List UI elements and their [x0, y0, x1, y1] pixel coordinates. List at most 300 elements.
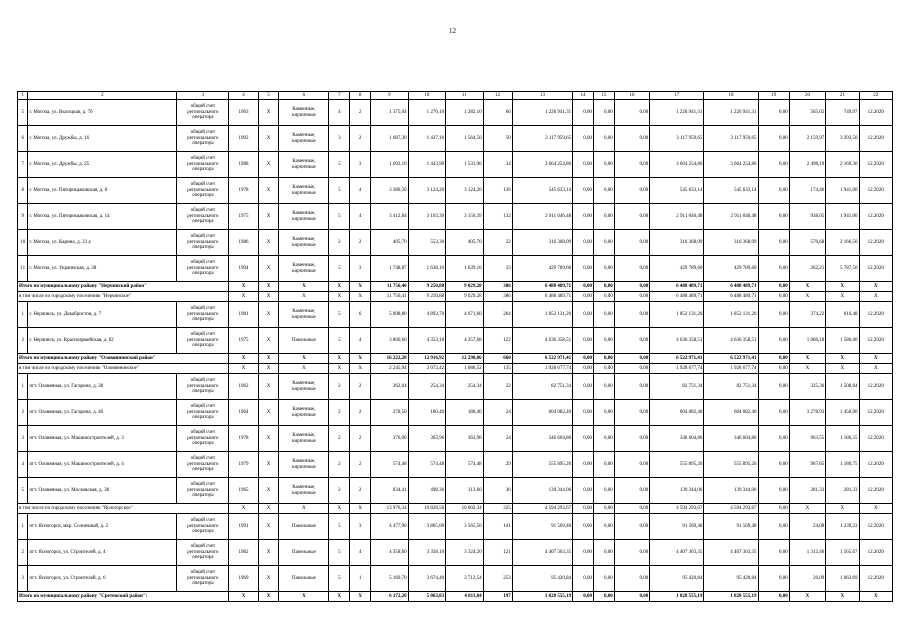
- table-cell-col-19: 0,00: [758, 256, 789, 282]
- table-cell-col-22: 12.2020: [859, 540, 892, 566]
- table-cell-col-19: 0,00: [758, 282, 789, 292]
- table-cell-col-11: 405,70: [446, 230, 484, 256]
- district-total-row: [18, 282, 893, 292]
- table-cell-col-8: Х: [350, 592, 371, 602]
- table-cell-col-13: 3 117 959,65: [512, 126, 572, 152]
- table-cell-col-20: 963,55: [789, 426, 825, 452]
- table-cell-col-3: общий счет регионального оператора: [177, 204, 229, 230]
- table-cell-col-12: 22: [483, 230, 512, 256]
- column-number-18: 18: [704, 92, 758, 100]
- table-cell-col-4: 1963: [229, 100, 258, 126]
- table-cell-col-22: 12.2020: [859, 426, 892, 452]
- subtotal-label: в том числе по городскому поселению "Оловяннинское": [18, 364, 229, 374]
- table-cell-col-4: 1991: [229, 514, 258, 540]
- column-number-7: 7: [329, 92, 350, 100]
- table-row: [18, 100, 893, 126]
- table-cell-col-7: 5: [329, 204, 350, 230]
- column-number-1: 1: [18, 92, 28, 100]
- table-cell-col-18: 555 895,26: [704, 452, 758, 478]
- table-cell-col-15: 0,00: [593, 328, 614, 354]
- table-cell-col-16: 0,00: [614, 256, 649, 282]
- table-cell-col-9: 1 748,87: [371, 256, 409, 282]
- table-cell-col-6: Панельные: [279, 540, 329, 566]
- table-cell-col-12: 132: [483, 204, 512, 230]
- table-cell-col-3: общий счет регионального оператора: [177, 514, 229, 540]
- table-row: [18, 126, 893, 152]
- table-cell-col-18: 6 488 489,71: [704, 282, 758, 292]
- table-cell-col-7: Х: [329, 504, 350, 514]
- table-body: [18, 92, 893, 602]
- table-cell-col-21: 1 186,55: [826, 426, 859, 452]
- column-number-5: 5: [258, 92, 279, 100]
- table-cell-col-4: 1969: [229, 566, 258, 592]
- table-cell-col-19: 0,00: [758, 100, 789, 126]
- district-total-row: [18, 592, 893, 602]
- table-cell-col-5: Х: [258, 540, 279, 566]
- table-cell-col-12: 136: [483, 178, 512, 204]
- table-cell-col-16: 0,00: [614, 302, 649, 328]
- table-cell-col-4: 1975: [229, 204, 258, 230]
- table-cell-col-1: 2: [18, 540, 28, 566]
- table-cell-col-22: 12.2020: [859, 256, 892, 282]
- table-cell-col-19: 0,00: [758, 204, 789, 230]
- table-cell-col-21: Х: [826, 354, 859, 364]
- table-cell-col-1: 5: [18, 478, 28, 504]
- table-cell-col-19: 0,00: [758, 230, 789, 256]
- table-cell-col-11: 313,60: [446, 478, 484, 504]
- table-cell-col-8: 6: [350, 302, 371, 328]
- table-cell-col-19: 0,00: [758, 426, 789, 452]
- table-cell-col-7: 5: [329, 540, 350, 566]
- table-cell-col-10: 1 437,16: [408, 126, 446, 152]
- table-cell-col-10: 574,48: [408, 452, 446, 478]
- table-cell-col-8: Х: [350, 504, 371, 514]
- table-cell-col-5: Х: [258, 364, 279, 374]
- table-cell-col-11: 3 324,20: [446, 540, 484, 566]
- table-cell-col-11: 9 029,28: [446, 282, 484, 292]
- table-cell-col-7: 5: [329, 152, 350, 178]
- table-cell-col-11: 4 357,68: [446, 328, 484, 354]
- table-cell-col-10: 3 674,40: [408, 566, 446, 592]
- table-cell-col-21: 1 586,60: [826, 328, 859, 354]
- table-cell-col-13: 1 928 677,74: [512, 364, 572, 374]
- table-cell-col-22: 12.2020: [859, 514, 892, 540]
- table-cell-col-4: 1965: [229, 478, 258, 504]
- table-cell-col-21: Х: [826, 364, 859, 374]
- table-cell-col-6: Каменные, кирпичные: [279, 126, 329, 152]
- table-cell-col-21: Х: [826, 282, 859, 292]
- table-cell-col-11: 3 712,54: [446, 566, 484, 592]
- table-cell-col-6: Панельные: [279, 514, 329, 540]
- table-cell-col-4: 1979: [229, 452, 258, 478]
- table-cell-col-8: 3: [350, 514, 371, 540]
- table-cell-col-4: Х: [229, 282, 258, 292]
- table-cell-col-21: 616,48: [826, 302, 859, 328]
- table-cell-col-10: 12 916,92: [408, 354, 446, 364]
- table-cell-col-18: 1 928 677,74: [704, 364, 758, 374]
- table-cell-col-3: общий счет регионального оператора: [177, 152, 229, 178]
- table-cell-col-17: 6 488 489,71: [650, 282, 704, 292]
- table-cell-col-14: 0,00: [573, 374, 594, 400]
- table-cell-col-2: пгт. Ясногорск, ул. Строителей, д. 4: [28, 540, 177, 566]
- table-cell-col-8: 2: [350, 230, 371, 256]
- table-cell-col-4: 1988: [229, 152, 258, 178]
- table-cell-col-17: 91 569,48: [650, 514, 704, 540]
- table-cell-col-5: Х: [258, 302, 279, 328]
- table-cell-col-5: Х: [258, 566, 279, 592]
- table-cell-col-19: 0,00: [758, 354, 789, 364]
- table-cell-col-9: 574,48: [371, 452, 409, 478]
- table-cell-col-20: 281,33: [789, 478, 825, 504]
- table-cell-col-1: 6: [18, 126, 28, 152]
- table-cell-col-16: 0,00: [614, 282, 649, 292]
- table-cell-col-20: 374,22: [789, 302, 825, 328]
- column-number-8: 8: [350, 92, 371, 100]
- table-cell-col-21: 1 565,67: [826, 540, 859, 566]
- table-row: [18, 230, 893, 256]
- table-cell-col-1: 9: [18, 204, 28, 230]
- table-cell-col-12: 29: [483, 452, 512, 478]
- table-cell-col-19: 0,00: [758, 478, 789, 504]
- table-cell-col-7: 2: [329, 452, 350, 478]
- table-cell-col-13: 1 852 131,20: [512, 302, 572, 328]
- table-cell-col-11: 9 029,28: [446, 292, 484, 302]
- table-cell-col-21: 1 458,00: [826, 400, 859, 426]
- settlement-subtotal-row: [18, 504, 893, 514]
- table-cell-col-3: общий счет регионального оператора: [177, 374, 229, 400]
- table-cell-col-7: Х: [329, 292, 350, 302]
- table-cell-col-6: Х: [279, 282, 329, 292]
- column-number-13: 13: [512, 92, 572, 100]
- table-cell-col-10: 9 250,88: [408, 282, 446, 292]
- table-cell-col-12: 66: [483, 100, 512, 126]
- subtotal-label: Итого по муниципальному району "Оловяннинский район": [18, 354, 229, 364]
- table-cell-col-11: 3 124,20: [446, 178, 484, 204]
- table-cell-col-10: 3 805,00: [408, 514, 446, 540]
- table-cell-col-14: 0,00: [573, 400, 594, 426]
- table-cell-col-18: 1 852 131,20: [704, 302, 758, 328]
- table-cell-col-19: 0,00: [758, 152, 789, 178]
- table-cell-col-3: общий счет регионального оператора: [177, 478, 229, 504]
- table-cell-col-13: 1 828 555,19: [512, 592, 572, 602]
- table-cell-col-9: 4 477,90: [371, 514, 409, 540]
- table-cell-col-15: 0,00: [593, 126, 614, 152]
- table-cell-col-19: 0,00: [758, 452, 789, 478]
- table-cell-col-15: 0,00: [593, 364, 614, 374]
- table-cell-col-22: 12.2020: [859, 230, 892, 256]
- table-cell-col-4: Х: [229, 504, 258, 514]
- column-number-2: 2: [28, 92, 177, 100]
- table-cell-col-8: Х: [350, 354, 371, 364]
- table-cell-col-20: 174,46: [789, 178, 825, 204]
- table-cell-col-2: пгт. Ясногорск, мкр. Солнечный, д. 2: [28, 514, 177, 540]
- table-cell-col-11: 254,34: [446, 374, 484, 400]
- table-cell-col-16: 0,00: [614, 178, 649, 204]
- table-cell-col-12: 50: [483, 126, 512, 152]
- table-cell-col-1: 7: [18, 152, 28, 178]
- table-cell-col-3: общий счет регионального оператора: [177, 566, 229, 592]
- table-cell-col-11: 3 150,39: [446, 204, 484, 230]
- column-number-10: 10: [408, 92, 446, 100]
- table-cell-col-2: г. Нерчинск, ул. Красноармейская, д. 82: [28, 328, 177, 354]
- table-cell-col-15: 0,00: [593, 478, 614, 504]
- table-cell-col-9: 3 860,60: [371, 328, 409, 354]
- table-cell-col-18: 3 664 254,86: [704, 152, 758, 178]
- table-cell-col-16: 0,00: [614, 230, 649, 256]
- table-cell-col-12: 386: [483, 292, 512, 302]
- settlement-subtotal-row: [18, 292, 893, 302]
- table-cell-col-16: 0,00: [614, 126, 649, 152]
- table-cell-col-20: 1 066,18: [789, 328, 825, 354]
- table-cell-col-19: 0,00: [758, 126, 789, 152]
- table-cell-col-16: 0,00: [614, 328, 649, 354]
- table-cell-col-14: 0,00: [573, 364, 594, 374]
- table-cell-col-13: 82 751,34: [512, 374, 572, 400]
- table-cell-col-13: 91 569,48: [512, 514, 572, 540]
- table-cell-col-8: 4: [350, 178, 371, 204]
- table-cell-col-11: 1 639,16: [446, 256, 484, 282]
- table-cell-col-15: 0,00: [593, 504, 614, 514]
- table-cell-col-18: 1 226 941,31: [704, 100, 758, 126]
- table-cell-col-5: Х: [258, 452, 279, 478]
- table-cell-col-5: Х: [258, 374, 279, 400]
- table-cell-col-13: 6 522 971,41: [512, 354, 572, 364]
- table-cell-col-14: 0,00: [573, 504, 594, 514]
- table-cell-col-12: 325: [483, 504, 512, 514]
- table-cell-col-15: 0,00: [593, 514, 614, 540]
- table-cell-col-4: 1962: [229, 374, 258, 400]
- table-cell-col-16: 0,00: [614, 204, 649, 230]
- table-row: [18, 514, 893, 540]
- column-number-19: 19: [758, 92, 789, 100]
- table-cell-col-18: 346 604,86: [704, 426, 758, 452]
- table-cell-col-15: 0,00: [593, 426, 614, 452]
- table-row: [18, 204, 893, 230]
- table-cell-col-3: общий счет регионального оператора: [177, 426, 229, 452]
- table-cell-col-6: Х: [279, 592, 329, 602]
- table-cell-col-2: г. Могоча, ул. Карина, д. 23 а: [28, 230, 177, 256]
- table-cell-col-2: пгт. Оловянная, ул. Гагарина, д. 40: [28, 400, 177, 426]
- table-cell-col-19: 0,00: [758, 514, 789, 540]
- table-cell-col-21: 1 941,00: [826, 178, 859, 204]
- table-row: [18, 566, 893, 592]
- table-cell-col-7: Х: [329, 354, 350, 364]
- table-cell-col-12: 121: [483, 540, 512, 566]
- table-cell-col-3: общий счет регионального оператора: [177, 400, 229, 426]
- table-cell-col-18: 6 522 971,41: [704, 354, 758, 364]
- table-cell-col-6: Х: [279, 292, 329, 302]
- table-cell-col-5: Х: [258, 256, 279, 282]
- table-cell-col-9: 13 976,34: [371, 504, 409, 514]
- table-cell-col-18: 2 911 046,48: [704, 204, 758, 230]
- table-cell-col-14: 0,00: [573, 256, 594, 282]
- table-cell-col-15: 0,00: [593, 230, 614, 256]
- table-cell-col-6: Панельные: [279, 566, 329, 592]
- table-cell-col-8: 2: [350, 400, 371, 426]
- table-cell-col-10: 2 072,42: [408, 364, 446, 374]
- table-cell-col-18: 429 789,60: [704, 256, 758, 282]
- table-cell-col-17: 1 226 941,31: [650, 100, 704, 126]
- table-cell-col-7: Х: [329, 364, 350, 374]
- table-cell-col-13: 139 344,06: [512, 478, 572, 504]
- table-cell-col-5: Х: [258, 282, 279, 292]
- table-cell-col-7: 2: [329, 478, 350, 504]
- table-cell-col-1: 4: [18, 452, 28, 478]
- table-cell-col-20: Х: [789, 282, 825, 292]
- table-cell-col-20: 3 278,93: [789, 400, 825, 426]
- table-cell-col-12: 253: [483, 566, 512, 592]
- table-cell-col-11: 363,96: [446, 426, 484, 452]
- table-cell-col-7: Х: [329, 592, 350, 602]
- table-cell-col-21: 1 508,84: [826, 374, 859, 400]
- table-cell-col-1: 1: [18, 514, 28, 540]
- table-cell-col-8: 4: [350, 204, 371, 230]
- subtotal-label: Итого по муниципальному району "Нерчинский район": [18, 282, 229, 292]
- table-cell-col-4: Х: [229, 592, 258, 602]
- table-cell-col-18: 91 569,48: [704, 514, 758, 540]
- table-cell-col-20: 2 498,19: [789, 152, 825, 178]
- table-row: [18, 426, 893, 452]
- table-cell-col-9: 262,04: [371, 374, 409, 400]
- table-cell-col-9: 1 692,10: [371, 152, 409, 178]
- table-cell-col-1: 2: [18, 400, 28, 426]
- table-cell-col-13: 316 368,09: [512, 230, 572, 256]
- table-cell-col-6: Каменные, кирпичные: [279, 178, 329, 204]
- table-cell-col-22: Х: [859, 592, 892, 602]
- table-cell-col-3: общий счет регионального оператора: [177, 302, 229, 328]
- table-cell-col-19: 0,00: [758, 364, 789, 374]
- table-cell-col-7: Х: [329, 282, 350, 292]
- table-cell-col-17: 3 117 959,65: [650, 126, 704, 152]
- table-cell-col-22: 12.2020: [859, 566, 892, 592]
- table-cell-col-3: общий счет регионального оператора: [177, 100, 229, 126]
- table-cell-col-14: 0,00: [573, 100, 594, 126]
- table-cell-col-17: 4 636 358,51: [650, 328, 704, 354]
- table-cell-col-17: 6 488 489,71: [650, 292, 704, 302]
- table-cell-col-4: 1981: [229, 302, 258, 328]
- table-cell-col-4: 1982: [229, 540, 258, 566]
- table-cell-col-11: 180,40: [446, 400, 484, 426]
- table-cell-col-6: Х: [279, 354, 329, 364]
- subtotal-label: в том числе по городскому поселению "Нерчинское": [18, 292, 229, 302]
- column-number-21: 21: [826, 92, 859, 100]
- table-cell-col-12: 22: [483, 374, 512, 400]
- table-cell-col-16: 0,00: [614, 452, 649, 478]
- table-cell-col-16: 0,00: [614, 100, 649, 126]
- table-cell-col-1: 1: [18, 302, 28, 328]
- table-cell-col-13: 4 636 358,51: [512, 328, 572, 354]
- table-cell-col-12: 34: [483, 152, 512, 178]
- table-cell-col-10: 3 103,39: [408, 204, 446, 230]
- table-cell-col-14: 0,00: [573, 514, 594, 540]
- table-cell-col-15: 0,00: [593, 100, 614, 126]
- table-cell-col-13: 2 911 046,48: [512, 204, 572, 230]
- table-cell-col-16: 0,00: [614, 540, 649, 566]
- table-cell-col-20: 1 312,46: [789, 540, 825, 566]
- table-cell-col-22: Х: [859, 292, 892, 302]
- table-cell-col-22: Х: [859, 282, 892, 292]
- table-cell-col-8: 2: [350, 452, 371, 478]
- table-cell-col-9: 4 358,60: [371, 540, 409, 566]
- column-number-3: 3: [177, 92, 229, 100]
- table-cell-col-2: пгт. Оловянная, ул. Машиностроителей, д. 4: [28, 452, 177, 478]
- table-cell-col-2: г. Нерчинск, ул. Декабристов, д. 7: [28, 302, 177, 328]
- table-cell-col-8: Х: [350, 292, 371, 302]
- table-cell-col-5: Х: [258, 478, 279, 504]
- table-cell-col-14: 0,00: [573, 540, 594, 566]
- table-cell-col-14: 0,00: [573, 292, 594, 302]
- table-cell-col-5: Х: [258, 292, 279, 302]
- table-cell-col-20: Х: [789, 354, 825, 364]
- table-cell-col-19: 0,00: [758, 540, 789, 566]
- table-row: [18, 374, 893, 400]
- table-row: [18, 400, 893, 426]
- table-cell-col-14: 0,00: [573, 328, 594, 354]
- table-cell-col-11: 1 282,10: [446, 100, 484, 126]
- table-cell-col-4: 1975: [229, 328, 258, 354]
- table-cell-col-9: 834,41: [371, 478, 409, 504]
- table-cell-col-11: 574,48: [446, 452, 484, 478]
- table-cell-col-6: Каменные, кирпичные: [279, 152, 329, 178]
- table-cell-col-5: Х: [258, 178, 279, 204]
- table-cell-col-22: Х: [859, 354, 892, 364]
- table-cell-col-17: 346 604,86: [650, 426, 704, 452]
- table-cell-col-6: Каменные, кирпичные: [279, 478, 329, 504]
- table-cell-col-2: пгт. Ясногорск, ул. Строителей, д. 6: [28, 566, 177, 592]
- table-cell-col-10: 4 893,70: [408, 302, 446, 328]
- table-cell-col-2: г. Могоча, ул. Высоцкая, д. 7б: [28, 100, 177, 126]
- table-cell-col-16: 0,00: [614, 292, 649, 302]
- table-cell-col-12: 135: [483, 364, 512, 374]
- table-cell-col-6: Каменные, кирпичные: [279, 400, 329, 426]
- table-cell-col-21: 3 393,50: [826, 126, 859, 152]
- table-cell-col-1: 3: [18, 426, 28, 452]
- table-cell-col-9: 1 375,04: [371, 100, 409, 126]
- table-cell-col-17: 2 911 046,48: [650, 204, 704, 230]
- column-number-16: 16: [614, 92, 649, 100]
- table-cell-col-10: 363,96: [408, 426, 446, 452]
- table-cell-col-19: 0,00: [758, 328, 789, 354]
- table-cell-col-18: 1 828 555,19: [704, 592, 758, 602]
- table-cell-col-5: Х: [258, 126, 279, 152]
- table-cell-col-13: 3 664 254,86: [512, 152, 572, 178]
- table-cell-col-12: 122: [483, 328, 512, 354]
- table-cell-col-5: Х: [258, 152, 279, 178]
- table-cell-col-15: 0,00: [593, 178, 614, 204]
- table-cell-col-16: 0,00: [614, 566, 649, 592]
- table-cell-col-22: 12.2020: [859, 178, 892, 204]
- table-cell-col-11: 4 671,60: [446, 302, 484, 328]
- table-row: [18, 452, 893, 478]
- table-cell-col-12: 24: [483, 426, 512, 452]
- table-cell-col-17: 6 522 971,41: [650, 354, 704, 364]
- column-number-22: 22: [859, 92, 892, 100]
- table-cell-col-12: 197: [483, 592, 512, 602]
- table-cell-col-17: 4 594 293,67: [650, 504, 704, 514]
- table-cell-col-8: 2: [350, 374, 371, 400]
- table-cell-col-14: 0,00: [573, 452, 594, 478]
- table-cell-col-18: 6 488 489,71: [704, 292, 758, 302]
- table-cell-col-11: 10 602,34: [446, 504, 484, 514]
- table-row: [18, 256, 893, 282]
- table-cell-col-4: 1978: [229, 178, 258, 204]
- table-cell-col-7: 2: [329, 230, 350, 256]
- table-cell-col-16: 0,00: [614, 426, 649, 452]
- table-cell-col-6: Каменные, кирпичные: [279, 452, 329, 478]
- table-cell-col-5: Х: [258, 426, 279, 452]
- table-cell-col-12: 24: [483, 400, 512, 426]
- table-cell-col-20: 2 159,97: [789, 126, 825, 152]
